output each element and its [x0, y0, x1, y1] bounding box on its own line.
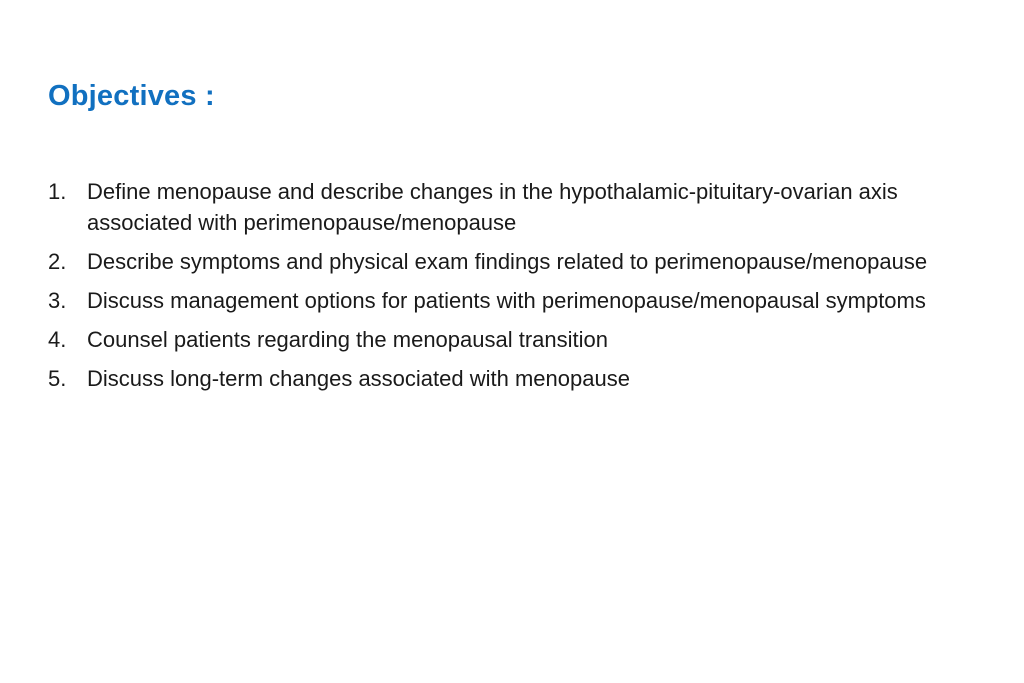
list-item-number: 3.: [48, 288, 67, 313]
list-item-number: 5.: [48, 366, 67, 391]
list-item-text: Counsel patients regarding the menopausal transition: [87, 327, 608, 352]
list-item-text: Define menopause and describe changes in the hypothalamic-pituitary-ovarian axis associated with perimenopause/menopause: [87, 179, 898, 235]
list-item-text: Discuss management options for patients with perimenopause/menopausal symptoms: [87, 288, 926, 313]
list-item-text: Discuss long-term changes associated with menopause: [87, 366, 630, 391]
list-item-number: 4.: [48, 327, 67, 352]
list-item: [48, 324, 968, 355]
objectives-list: [48, 176, 968, 402]
list-item: [48, 363, 968, 394]
slide-title: Objectives :: [48, 80, 215, 112]
list-item: [48, 176, 968, 238]
list-item: [48, 246, 968, 277]
list-item-number: 1.: [48, 179, 67, 204]
list-item: [48, 285, 968, 316]
list-item-text: Describe symptoms and physical exam findings related to perimenopause/menopause: [87, 249, 928, 274]
list-item-number: 2.: [48, 249, 67, 274]
